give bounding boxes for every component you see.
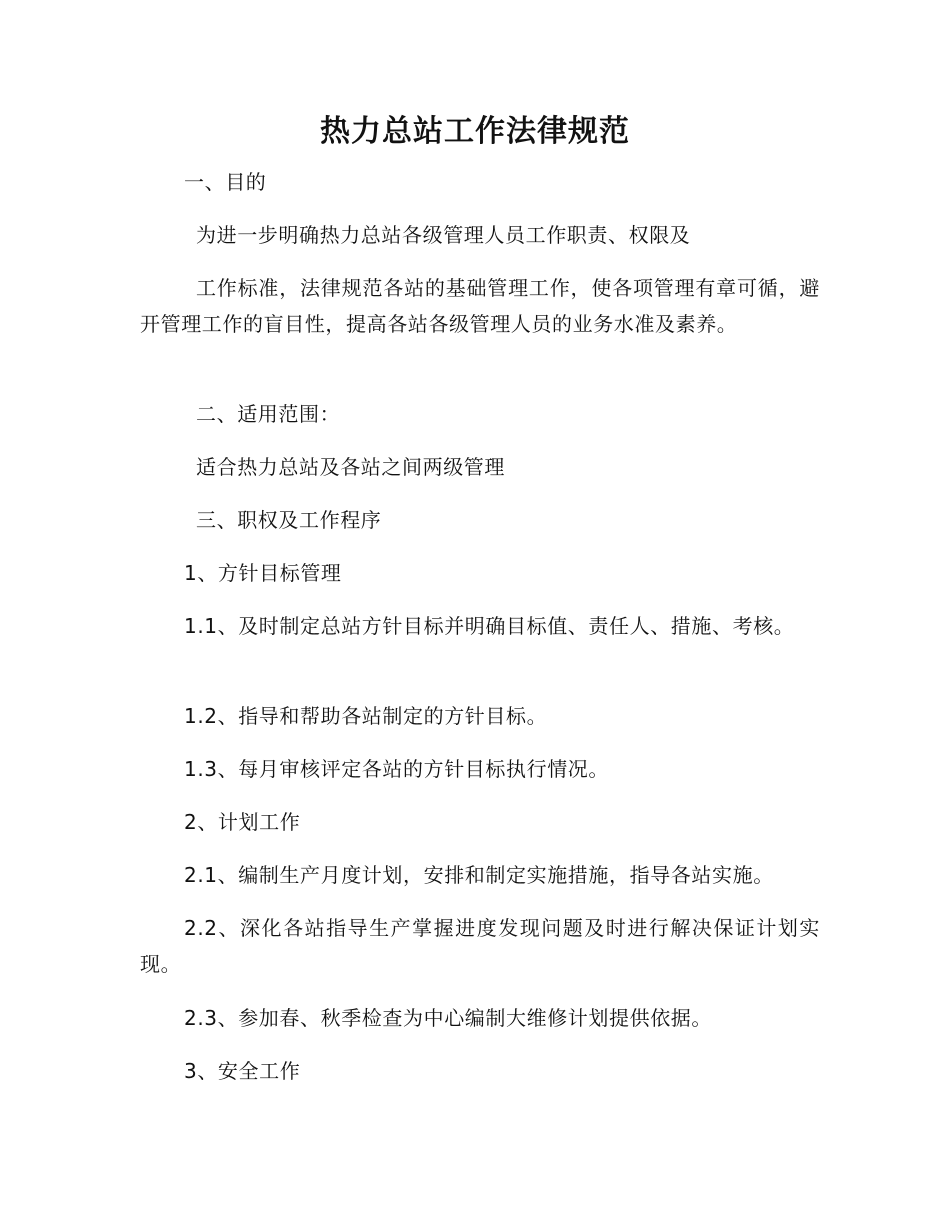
list-item-1-3: 1.3、每月审核评定各站的方针目标执行情况。 <box>184 757 610 781</box>
list-item-1-1: 1.1、及时制定总站方针目标并明确目标值、责任人、措施、考核。 <box>184 614 795 638</box>
paragraph-scope: 适合热力总站及各站之间两级管理 <box>196 455 505 479</box>
section-heading-scope: 二、适用范围： <box>196 402 341 426</box>
document-title: 热力总站工作法律规范 <box>320 114 630 149</box>
paragraph-purpose-body: 工作标准，法律规范各站的基础管理工作，使各项管理有章可循，避开管理工作的盲目性，提高各站各级管理人员的业务水准及素养。 <box>140 276 820 336</box>
subheading-safety: 3、安全工作 <box>184 1059 301 1083</box>
list-item-2-1: 2.1、编制生产月度计划，安排和制定实施措施，指导各站实施。 <box>184 863 774 887</box>
list-item-1-2: 1.2、指导和帮助各站制定的方针目标。 <box>184 704 548 728</box>
section-heading-purpose: 一、目的 <box>184 170 267 194</box>
list-item-2-3: 2.3、参加春、秋季检查为中心编制大维修计划提供依据。 <box>184 1006 713 1030</box>
section-heading-duties: 三、职权及工作程序 <box>196 508 382 532</box>
paragraph-purpose-line-1: 为进一步明确热力总站各级管理人员工作职责、权限及 <box>196 223 691 247</box>
list-item-2-2: 2.2、深化各站指导生产掌握进度发现问题及时进行解决保证计划实现。 <box>140 916 820 976</box>
subheading-goal-management: 1、方针目标管理 <box>184 561 342 585</box>
subheading-planning: 2、计划工作 <box>184 810 301 834</box>
